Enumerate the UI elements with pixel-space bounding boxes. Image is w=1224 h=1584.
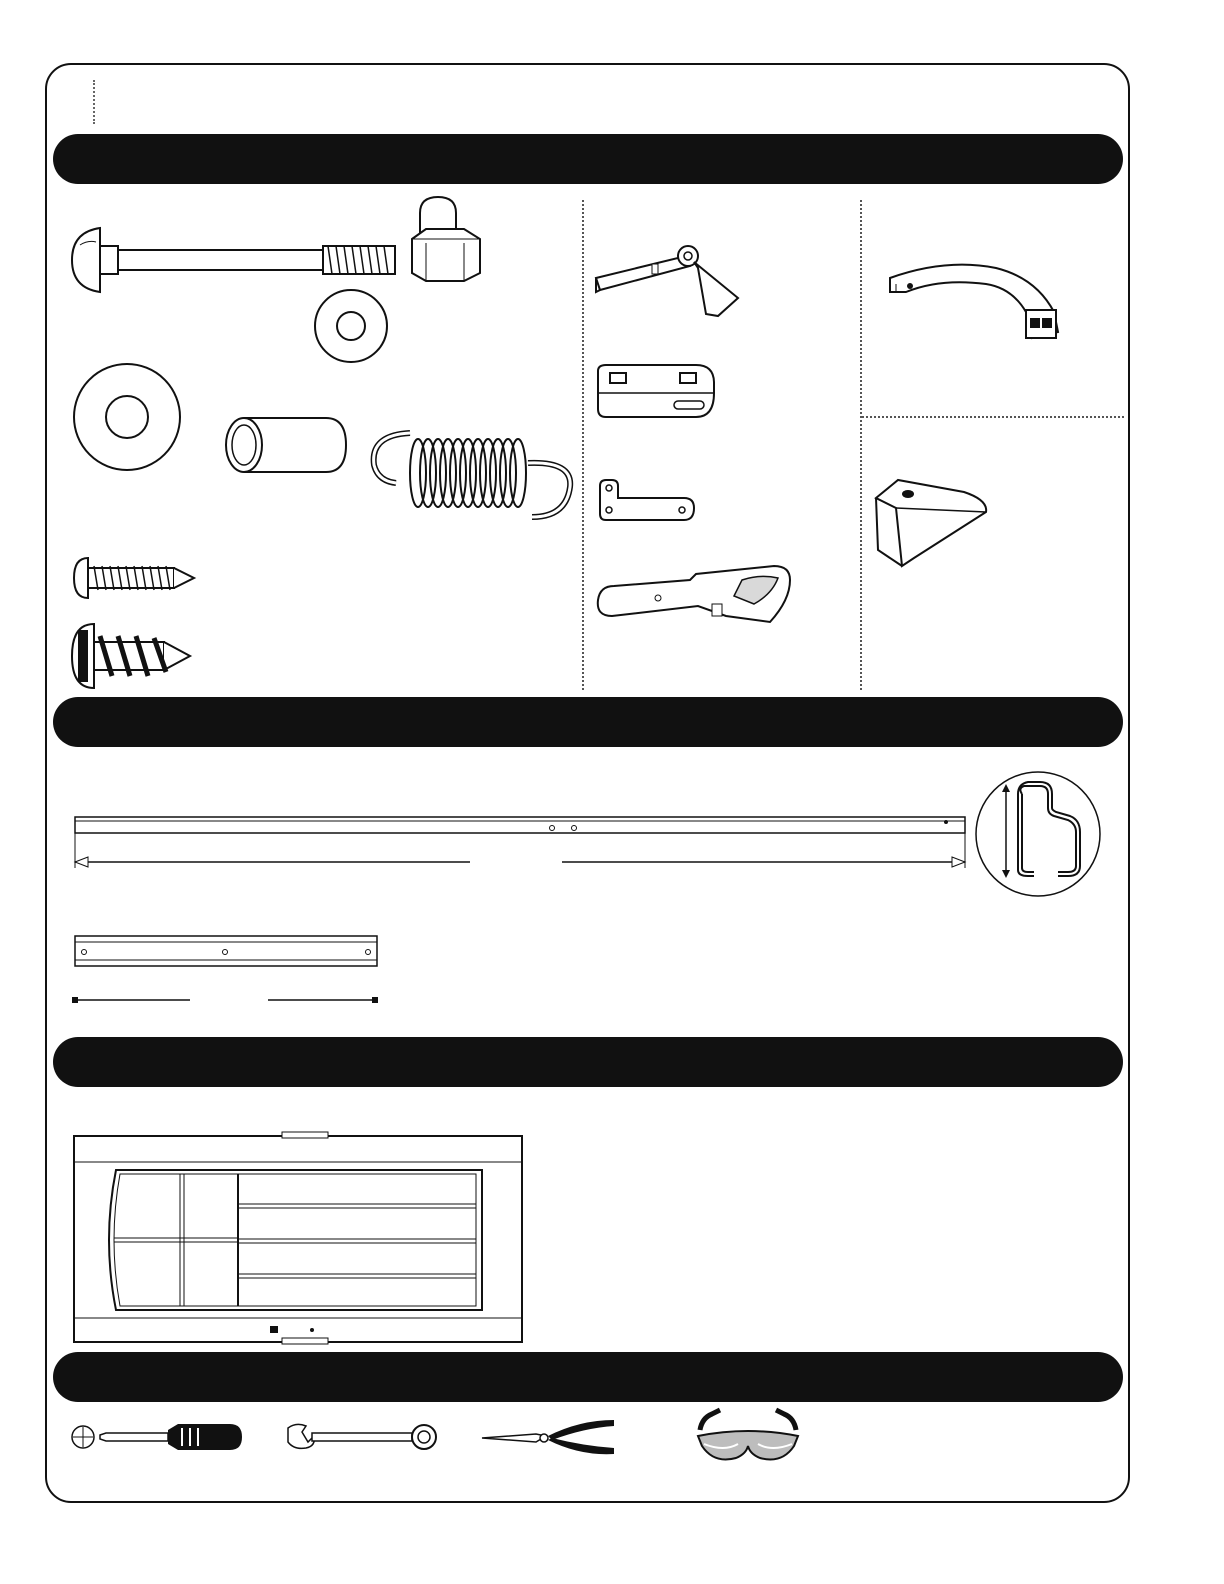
machine-screw-icon: [72, 556, 198, 600]
l-bracket-icon: [598, 478, 698, 524]
section-header-rails: [53, 697, 1123, 747]
column-divider-2: [860, 200, 862, 690]
lock-nut-icon: [408, 193, 488, 288]
end-bracket-icon: [872, 478, 994, 570]
release-handle-icon: [594, 560, 794, 628]
phillips-screwdriver-icon: [70, 1420, 244, 1454]
top-dotted-guide: [93, 80, 95, 124]
opener-unit-icon: [72, 1130, 524, 1346]
extension-spring-icon: [368, 425, 578, 525]
rail-profile-icon: [972, 770, 1104, 898]
trolley-arm-icon: [594, 242, 744, 322]
large-washer-icon: [72, 362, 182, 472]
section-header-unit: [53, 1037, 1123, 1087]
curved-door-arm-icon: [886, 262, 1066, 350]
section-header-hardware: [53, 134, 1123, 184]
row-divider: [862, 416, 1124, 418]
long-rail-icon: [70, 812, 970, 874]
short-rail-icon: [70, 932, 382, 1008]
section-header-tools: [53, 1352, 1123, 1402]
wood-screw-icon: [70, 622, 194, 690]
small-washer-icon: [313, 288, 389, 364]
column-divider-1: [582, 200, 584, 690]
wrench-icon: [286, 1420, 438, 1454]
needle-nose-pliers-icon: [480, 1416, 618, 1458]
slotted-bracket-icon: [596, 363, 720, 421]
spacer-tube-icon: [224, 415, 350, 475]
safety-glasses-icon: [694, 1406, 802, 1466]
